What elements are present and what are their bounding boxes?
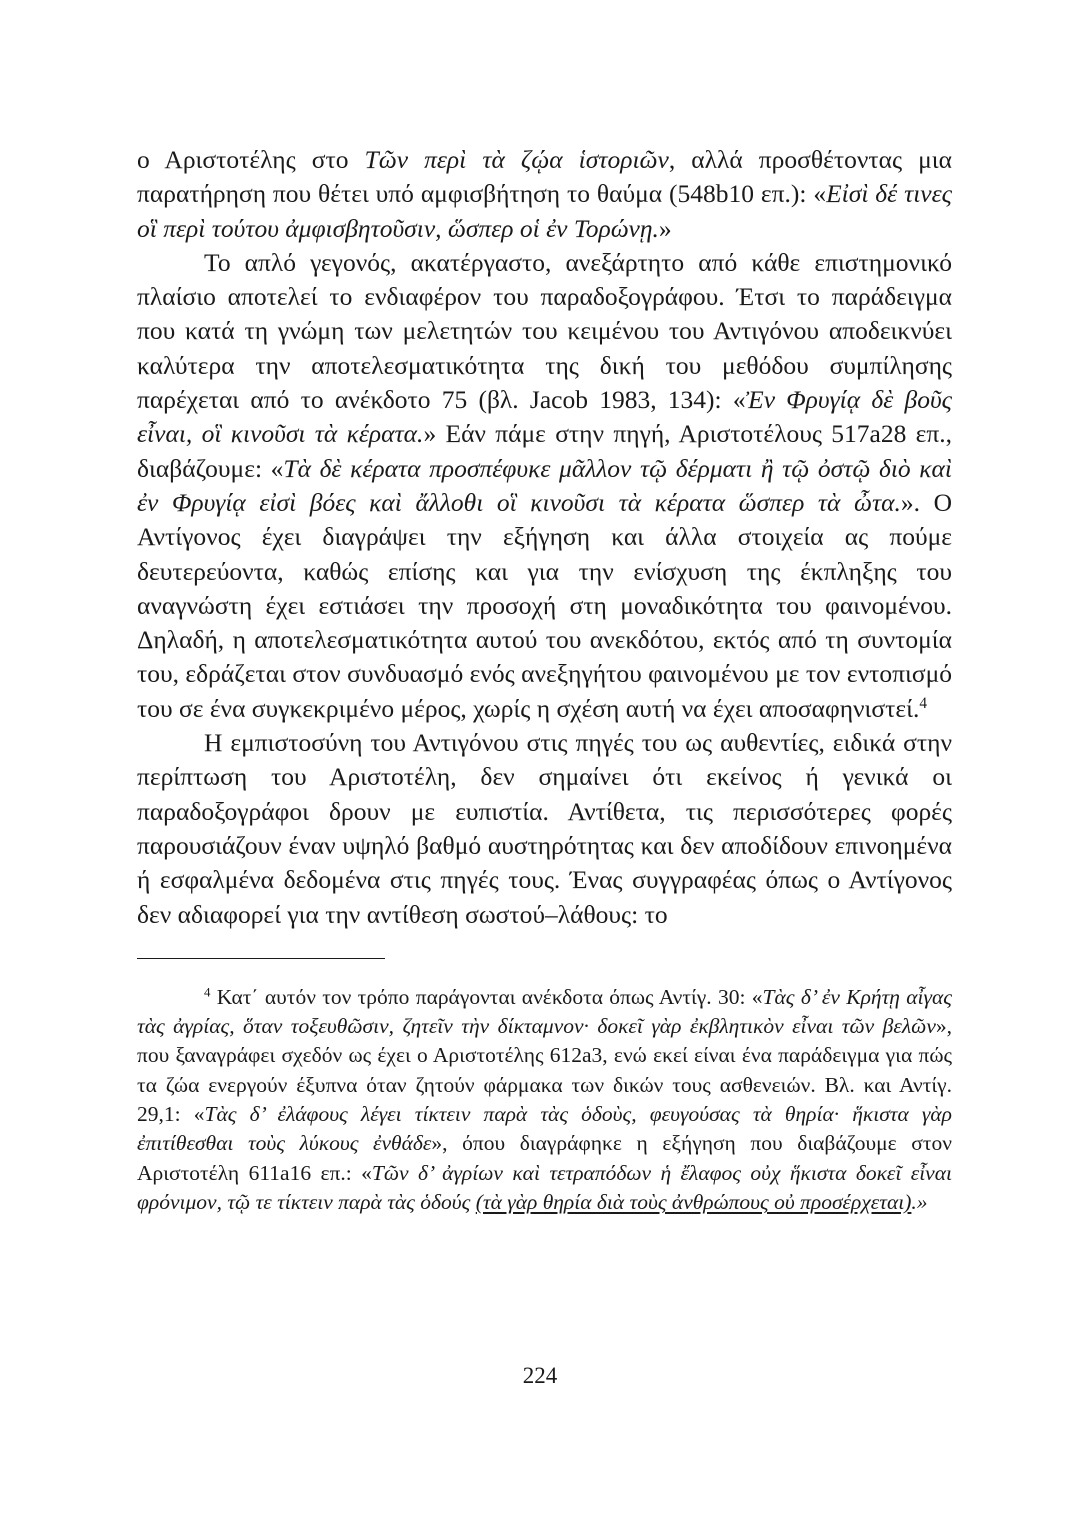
text-run: », που ξαναγράφει σχεδόν ως έχει ο Αριστοτέλης 612a3, ενώ εκεί είναι ένα παράδειγμα για πώς τα ζώα ενεργούν έξυπνα όταν ζητούν φάρμακα των δικών τους ασθενειών. Βλ. και Αντίγ. 29,1: « — [137, 1014, 952, 1127]
greek-quote: Εἰσὶ δέ τινες οἳ περὶ τούτου ἀμφισβητοῦσιν, ὥσπερ οἱ ἐν Τορώνῃ. — [137, 179, 952, 243]
text-run: , αλλά προσθέτοντας μια παρατήρηση που θέτει υπό αμφισβήτηση το θαύμα (548b10 επ.): « — [137, 145, 953, 209]
footnote-divider — [137, 958, 385, 959]
text-run: » — [658, 213, 672, 243]
page-number: 224 — [522, 1363, 558, 1388]
text-run: Η εμπιστοσύνη του Αντιγόνου στις πηγές του ως αυθεντίες, ειδικά στην περίπτωση του Αριστοτέλη, δεν σημαίνει ότι εκείνος ή γενικά οι παραδοξογράφοι δρουν με ευπιστία. Αντίθετα, τις περισσότερες φορές παρουσιάζουν έναν υψηλό βαθμό αυστηρότητας και δεν αποδίδουν επινοημένα ή εσφαλμένα δεδομένα στις πηγές τους. Ένας συγγραφέας όπως ο Αντίγονος δεν αδιαφορεί για την αντίθεση σωστού–λάθους: το — [137, 728, 952, 929]
greek-quote: Τῶν περὶ τὰ ζῴα ἱστοριῶν — [364, 145, 669, 174]
text-run: ο Αριστοτέλης στο — [137, 145, 365, 174]
greek-quote: Τὰς δ’ ἐν Κρήτῃ αἶγας τὰς ἀγρίας, ὅταν τοξευθῶσιν, ζητεῖν τὴν δίκταμνον· δοκεῖ γὰρ ἐκβλητικὸν εἶναι τῶν βελῶν — [137, 984, 953, 1039]
text-run: ». Ο Αντίγονος έχει διαγράψει την εξήγηση και άλλα στοιχεία ας πούμε δευτερεύοντα, καθώς επίσης και για την ενίσχυση της έκπληξης του αναγνώστη έχει εστιάσει την προσοχή στη μοναδικότητα του φαινομένου. Δηλαδή, η αποτελεσματικότητα αυτού του ανεκδότου, εκτός από τη συντομία του, εδράζεται στον συνδυασμό ενός ανεξηγήτου φαινομένου με τον εντοπισμό του σε ένα συγκεκριμένο μέρος, χωρίς η σχέση αυτή να έχει αποσαφηνιστεί. — [137, 487, 952, 723]
footnote-4 — [137, 983, 952, 1217]
paragraph-continuation — [137, 143, 952, 246]
greek-quote: Τὰς δ’ ἐλάφους λέγει τίκτειν παρὰ τὰς ὁδοὺς, φευγούσας τὰ θηρία· ἥκιστα γὰρ ἐπιτίθεσθαι τοὺς λύκους ἐνθάδε — [137, 1102, 952, 1156]
text-run: » Εάν πάμε στην πηγή, Αριστοτέλους 517a28 επ., διαβάζουμε: « — [137, 419, 952, 483]
text-run: Το απλό γεγονός, ακατέργαστο, ανεξάρτητο από κάθε επιστημονικό πλαίσιο αποτελεί το ενδιαφέρον του παραδοξογράφου. Έτσι το παράδειγμα που κατά τη γνώμη των μελετητών του κειμένου του Αντιγόνου αποδεικνύει καλύτερα την αποτελεσματικότητα της δική του μεθόδου συμπίλησης παρέχεται από το ανέκδοτο 75 (βλ. Jacob 1983, 134): « — [137, 247, 952, 415]
footnote-marker: 4 — [919, 694, 928, 712]
paragraph-antigonus-method — [137, 246, 952, 726]
greek-quote: Ἐν Φρυγίᾳ δὲ βοῦς εἶναι, οἳ κινοῦσι τὰ κέρατα. — [137, 385, 952, 449]
text-run: », όπου διαγράφηκε η εξήγηση που διαβάζουμε στον Αριστοτέλη 611a16 επ.: « — [137, 1131, 952, 1185]
underlined-greek-quote — [476, 1190, 912, 1214]
body-text — [137, 143, 952, 932]
text-run: Κατ΄ αυτόν τον τρόπο παράγονται ανέκδοτα όπως Αντίγ. 30: « — [210, 984, 763, 1009]
greek-quote: .» — [911, 1189, 928, 1214]
underline-span: (τὰ γὰρ θηρία διὰ τοὺς ἀνθρώπους οὐ προσέρχεται) — [475, 1189, 912, 1214]
page-content — [137, 143, 952, 1217]
paragraph-sources-trust — [137, 726, 952, 932]
footnote-marker: 4 — [204, 985, 211, 1000]
greek-quote: Τῶν δ’ ἀγρίων καὶ τετραπόδων ἡ ἔλαφος οὐχ ἥκιστα δοκεῖ εἶναι φρόνιμον, τῷ τε τίκτειν παρὰ τὰς ὁδούς — [137, 1160, 952, 1214]
greek-quote: Τὰ δὲ κέρατα προσπέφυκε μᾶλλον τῷ δέρματι ἢ τῷ ὀστῷ διὸ καὶ ἐν Φρυγίᾳ εἰσὶ βόες καὶ ἄλλοθι οἳ κινοῦσι τὰ κέρατα ὥσπερ τὰ ὦτα. — [137, 453, 952, 517]
